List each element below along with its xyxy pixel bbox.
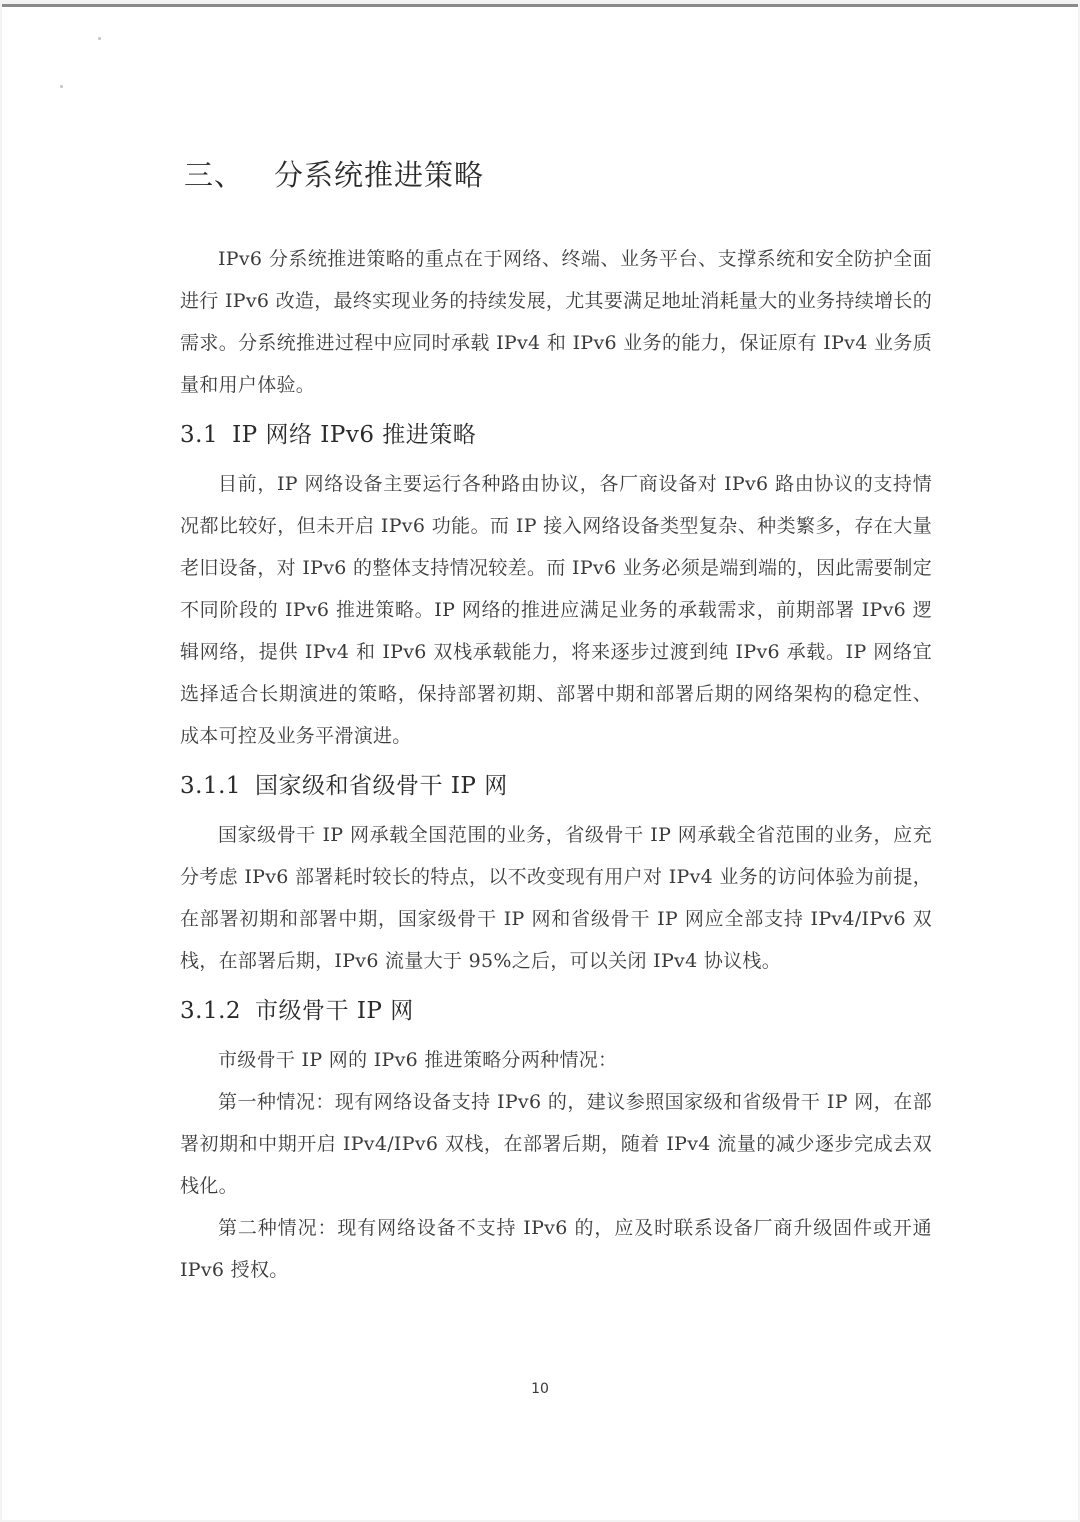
page-content	[180, 153, 932, 1301]
subsection-heading-3-1-2	[180, 992, 932, 1025]
subsection-3-1-2-paragraph: 市级骨干 IP 网的 IPv6 推进策略分两种情况：	[218, 1049, 618, 1071]
subsection-title: 市级骨干 IP 网	[255, 998, 414, 1024]
subsection-3-1-1-paragraph: 国家级骨干 IP 网承载全国范围的业务，省级骨干 IP 网承载全省范围的业务，应充分考虑 IPv6 部署耗时较长的特点，以不改变现有用户对 IPv4 业务的访问体验为前提，在部署初期和部署中期，国家级骨干 IP 网和省级骨干 IP 网应全部支持 IPv4/IPv6 双栈，在部署后期，IPv6 流量大于 95%之后，可以关闭 IPv4 协议栈。	[180, 824, 932, 972]
subsection-title: 国家级和省级骨干 IP 网	[255, 773, 508, 799]
section-title: 分系统推进策略	[274, 158, 485, 192]
subsection-title: IP 网络 IPv6 推进策略	[232, 422, 477, 448]
section-intro-paragraph: IPv6 分系统推进策略的重点在于网络、终端、业务平台、支撑系统和安全防护全面进行 IPv6 改造，最终实现业务的持续发展，尤其要满足地址消耗量大的业务持续增长的需求。分系统推进过程中应同时承载 IPv4 和 IPv6 业务的能力，保证原有 IPv4 业务质量和用户体验。	[180, 248, 932, 396]
subsection-3-1-2-paragraph: 第二种情况：现有网络设备不支持 IPv6 的，应及时联系设备厂商升级固件或开通 IPv6 授权。	[180, 1217, 932, 1281]
scan-speck	[98, 37, 101, 40]
scan-speck	[60, 85, 63, 88]
page-number: 10	[531, 1381, 549, 1397]
subsection-3-1-paragraph: 目前，IP 网络设备主要运行各种路由协议，各厂商设备对 IPv6 路由协议的支持情况都比较好，但未开启 IPv6 功能。而 IP 接入网络设备类型复杂、种类繁多，存在大量老旧设备，对 IPv6 的整体支持情况较差。而 IPv6 业务必须是端到端的，因此需要制定不同阶段的 IPv6 推进策略。IP 网络的推进应满足业务的承载需求，前期部署 IPv6 逻辑网络，提供 IPv4 和 IPv6 双栈承载能力，将来逐步过渡到纯 IPv6 承载。IP 网络宜选择适合长期演进的策略，保持部署初期、部署中期和部署后期的网络架构的稳定性、成本可控及业务平滑演进。	[180, 473, 932, 747]
subsection-number: 3.1	[180, 422, 219, 448]
subsection-3-1-2-paragraph: 第一种情况：现有网络设备支持 IPv6 的，建议参照国家级和省级骨干 IP 网，在部署初期和中期开启 IPv4/IPv6 双栈，在部署后期，随着 IPv4 流量的减少逐步完成去双栈化。	[180, 1091, 932, 1197]
subsection-heading-3-1-1	[180, 767, 932, 800]
document-page	[2, 4, 1078, 1520]
subsection-heading-3-1	[180, 416, 932, 449]
section-number: 三、	[184, 158, 245, 192]
section-heading	[184, 153, 932, 194]
subsection-number: 3.1.1	[180, 773, 242, 799]
subsection-number: 3.1.2	[180, 998, 242, 1024]
